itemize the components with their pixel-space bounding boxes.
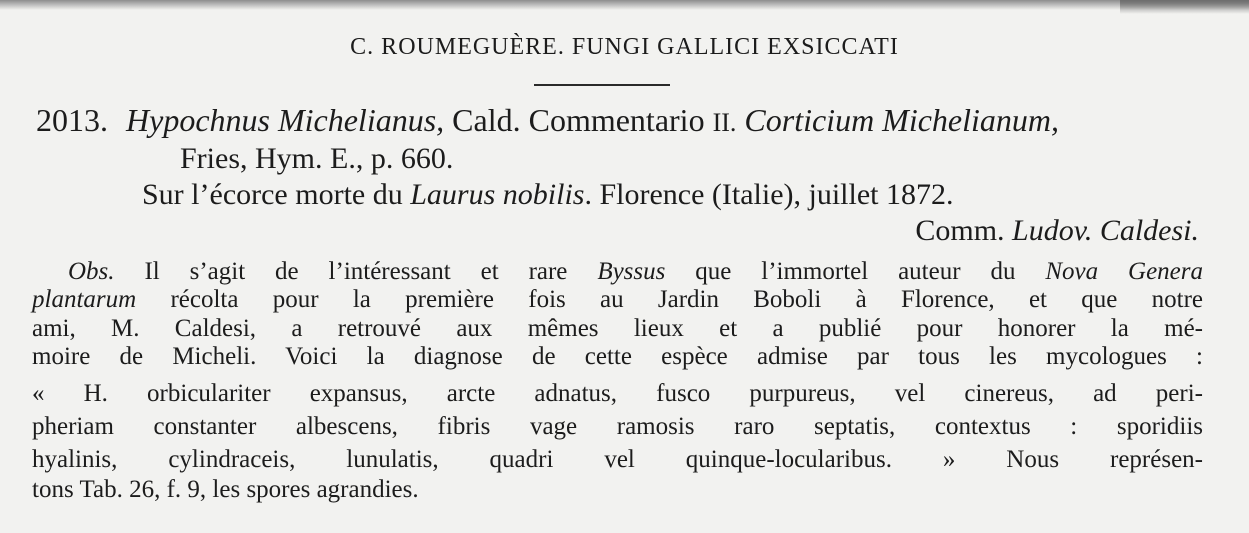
obs-line-3: ami, M. Caldesi, a retrouvé aux mêmes lieux et a publié pour honorer la mé- bbox=[32, 315, 1203, 342]
work-title: Nova Genera bbox=[1045, 258, 1204, 285]
obs-text: récolta pour la première fois au Jardin Boboli à Florence, et que notre bbox=[136, 286, 1203, 313]
habitat-line bbox=[142, 178, 954, 212]
synonym-reference: Fries, Hym. E., p. 660. bbox=[180, 142, 454, 175]
authority: Cald. Commentario bbox=[452, 102, 713, 138]
obs-line-5: « H. orbiculariter expansus, arcte adnatus, fusco purpureus, vel cinereus, ad peri- bbox=[32, 380, 1203, 407]
collector-name: Ludov. Caldesi. bbox=[1012, 214, 1199, 247]
habitat-suffix: . Florence (Italie), juillet 1872. bbox=[584, 178, 954, 211]
obs-line-8: tons Tab. 26, f. 9, les spores agrandies. bbox=[32, 476, 419, 503]
commentary-number: II. bbox=[712, 108, 737, 137]
title-rule bbox=[534, 84, 670, 86]
obs-line-2 bbox=[32, 286, 1203, 314]
obs-text: que l’immortel auteur du bbox=[665, 258, 1046, 285]
comm-prefix: Comm. bbox=[915, 214, 1013, 247]
scan-edge-shadow bbox=[0, 0, 1249, 10]
obs-label: Obs. bbox=[68, 258, 115, 285]
work-title-cont: plantarum bbox=[32, 286, 137, 313]
entry-number: 2013. bbox=[36, 102, 108, 138]
scan-corner-shadow bbox=[1120, 0, 1249, 14]
obs-text: Il s’agit de l’intéressant et rare bbox=[114, 258, 598, 285]
obs-line-6: pheriam constanter albescens, fibris vage ramosis raro septatis, contextus : sporidiis bbox=[32, 413, 1203, 440]
host-name: Laurus nobilis bbox=[410, 178, 585, 211]
entry-heading bbox=[36, 102, 1059, 139]
synonym-name: Corticium Michelianum, bbox=[744, 102, 1060, 138]
collector-line bbox=[915, 214, 1199, 248]
species-name: Hypochnus Michelianus, bbox=[126, 102, 445, 138]
obs-line-4: moire de Micheli. Voici la diagnose de cette espèce admise par tous les mycologues : bbox=[32, 343, 1203, 370]
habitat-prefix: Sur l’écorce morte du bbox=[142, 178, 411, 211]
genus-byssus: Byssus bbox=[597, 258, 666, 285]
obs-line-7: hyalinis, cylindraceis, lunulatis, quadri vel quinque-locularibus. » Nous représen- bbox=[32, 446, 1203, 473]
obs-line-1 bbox=[68, 258, 1203, 286]
running-title: C. ROUMEGUÈRE. FUNGI GALLICI EXSICCATI bbox=[350, 34, 899, 60]
